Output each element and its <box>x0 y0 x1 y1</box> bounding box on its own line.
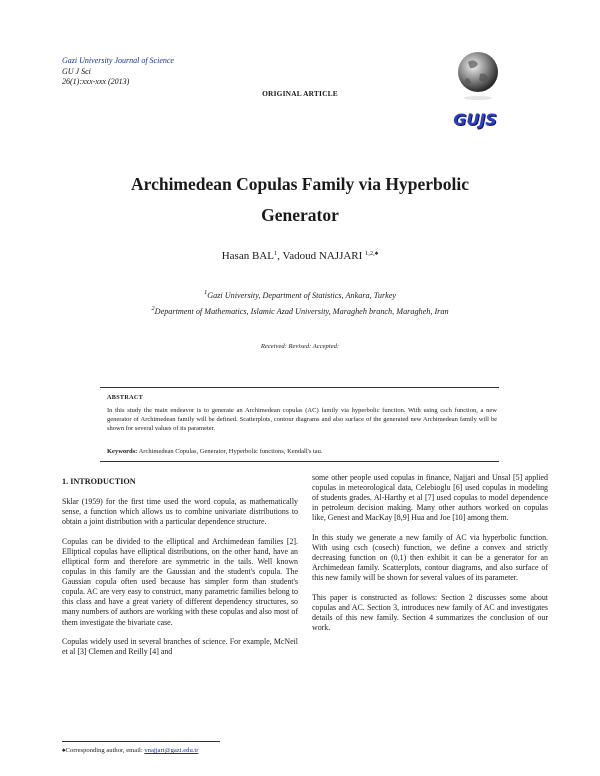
affiliation-2-text: Department of Mathematics, Islamic Azad University, Maragheh branch, Maragheh, Iran <box>154 307 449 316</box>
abstract-text: In this study the main endeavor is to generate an Archimedean copulas (AC) family via hyperbolic function. With using csch function, a new generator of Archimedean family will be defined. Scatterplots, contour diagrams and also surface of the generated new Archimedean family will be shown for several values of its parameter. <box>107 407 497 432</box>
abstract-heading: ABSTRACT <box>107 394 144 401</box>
affiliation-1 <box>0 291 600 300</box>
article-type: ORIGINAL ARTICLE <box>262 89 338 98</box>
keywords <box>107 448 497 455</box>
author-1-sup: 1 <box>273 250 278 257</box>
intro-paragraph-5: In this study we generate a new family of AC via hyperbolic function. With using csch (cosech) function, we define a convex and strictly decreasing function on (0,1) then exhibit it can be a generator for an Archimedean family. Scatterplots, contour diagrams, and also surface of this new family will be shown for several values of its parameter. <box>312 532 548 583</box>
intro-paragraph-2: Copulas can be divided to the elliptical and Archimedean families [2]. Elliptical copulas have elliptical distributions, on the other hand, have an elliptical form and therefore are symmetric in the tails. Well known copulas in this family are the Gaussian and the student's copula. The Gaussian copula often used because has simpler form than student's copula. AC are very easy to construct, many parametric families belong to this class and have a great variety of different dependency structures, so many numbers of authors are working with these copulas and also most of them investigate the bivariate case. <box>62 536 298 627</box>
left-column <box>62 477 298 667</box>
logo-text: GUJS <box>453 110 497 129</box>
title-line-1: Archimedean Copulas Family via Hyperbolic <box>130 174 469 194</box>
affiliation-1-text: Gazi University, Department of Statistics, Ankara, Turkey <box>207 291 397 300</box>
abstract-bottom-rule <box>100 461 499 462</box>
affiliation-2 <box>0 307 600 316</box>
title-line-2: Generator <box>261 205 339 225</box>
authors <box>0 250 600 262</box>
abstract-top-rule <box>100 387 499 388</box>
journal-info <box>62 56 174 88</box>
footnote <box>62 747 198 754</box>
keywords-text: Archimedean Copulas, Generator, Hyperbolic functions, Kendall's tau. <box>137 448 323 455</box>
intro-paragraph-1: Sklar (1959) for the first time used the word copula, as mathematically sense, a function which allows us to combine univariate distributions to obtain a joint distribution with a particular dependence structure. <box>62 497 298 527</box>
intro-paragraph-3: Copulas widely used in several branches of science. For example, McNeil et al [3] Clemen and Reilly [4] and <box>62 637 298 657</box>
journal-logo <box>440 46 510 138</box>
journal-name: Gazi University Journal of Science <box>62 56 174 65</box>
author-2-sup: 1,2,♠ <box>365 250 379 257</box>
footnote-rule <box>62 741 220 742</box>
affiliation-1-num: 1 <box>203 289 208 296</box>
right-column <box>312 473 548 642</box>
journal-volume: 26(1):xxx-xxx (2013) <box>62 77 130 86</box>
keywords-label: Keywords: <box>107 448 138 455</box>
affiliation-2-num: 2 <box>151 305 155 312</box>
received-dates: Received: Revised: Accepted: <box>260 343 340 350</box>
paper-title <box>90 169 510 231</box>
intro-paragraph-4: some other people used copulas in finance, Najjari and Unsal [5] applied copulas in meteorological data, Celebioglu [6] used copulas in modeling of students grades. Al-Harthy et al [7] used copulas to model dependence in petroleum decision making. Many other authors worked on copulas like, Genest and MacKay [8,9] Hua and Joe [10] among them. <box>312 473 548 523</box>
journal-abbrev: GU J Sci <box>62 66 91 76</box>
corresponding-email-link[interactable]: vnajjari@gazi.edu.tr <box>144 747 199 754</box>
section-heading-introduction: 1. INTRODUCTION <box>62 477 136 486</box>
author-2: Vadoud NAJJARI <box>282 250 363 262</box>
footnote-symbol: ♠ <box>62 747 66 754</box>
author-sep: , <box>277 250 283 262</box>
intro-paragraph-6: This paper is constructed as follows: Section 2 discusses some about copulas and AC. Section 3, introduces new family of AC and investigates details of this new family. Section 4 summarizes the conclusion of our work. <box>312 592 548 632</box>
author-1: Hasan BAL <box>221 250 274 262</box>
footnote-label: Corresponding author, email: <box>65 747 145 754</box>
